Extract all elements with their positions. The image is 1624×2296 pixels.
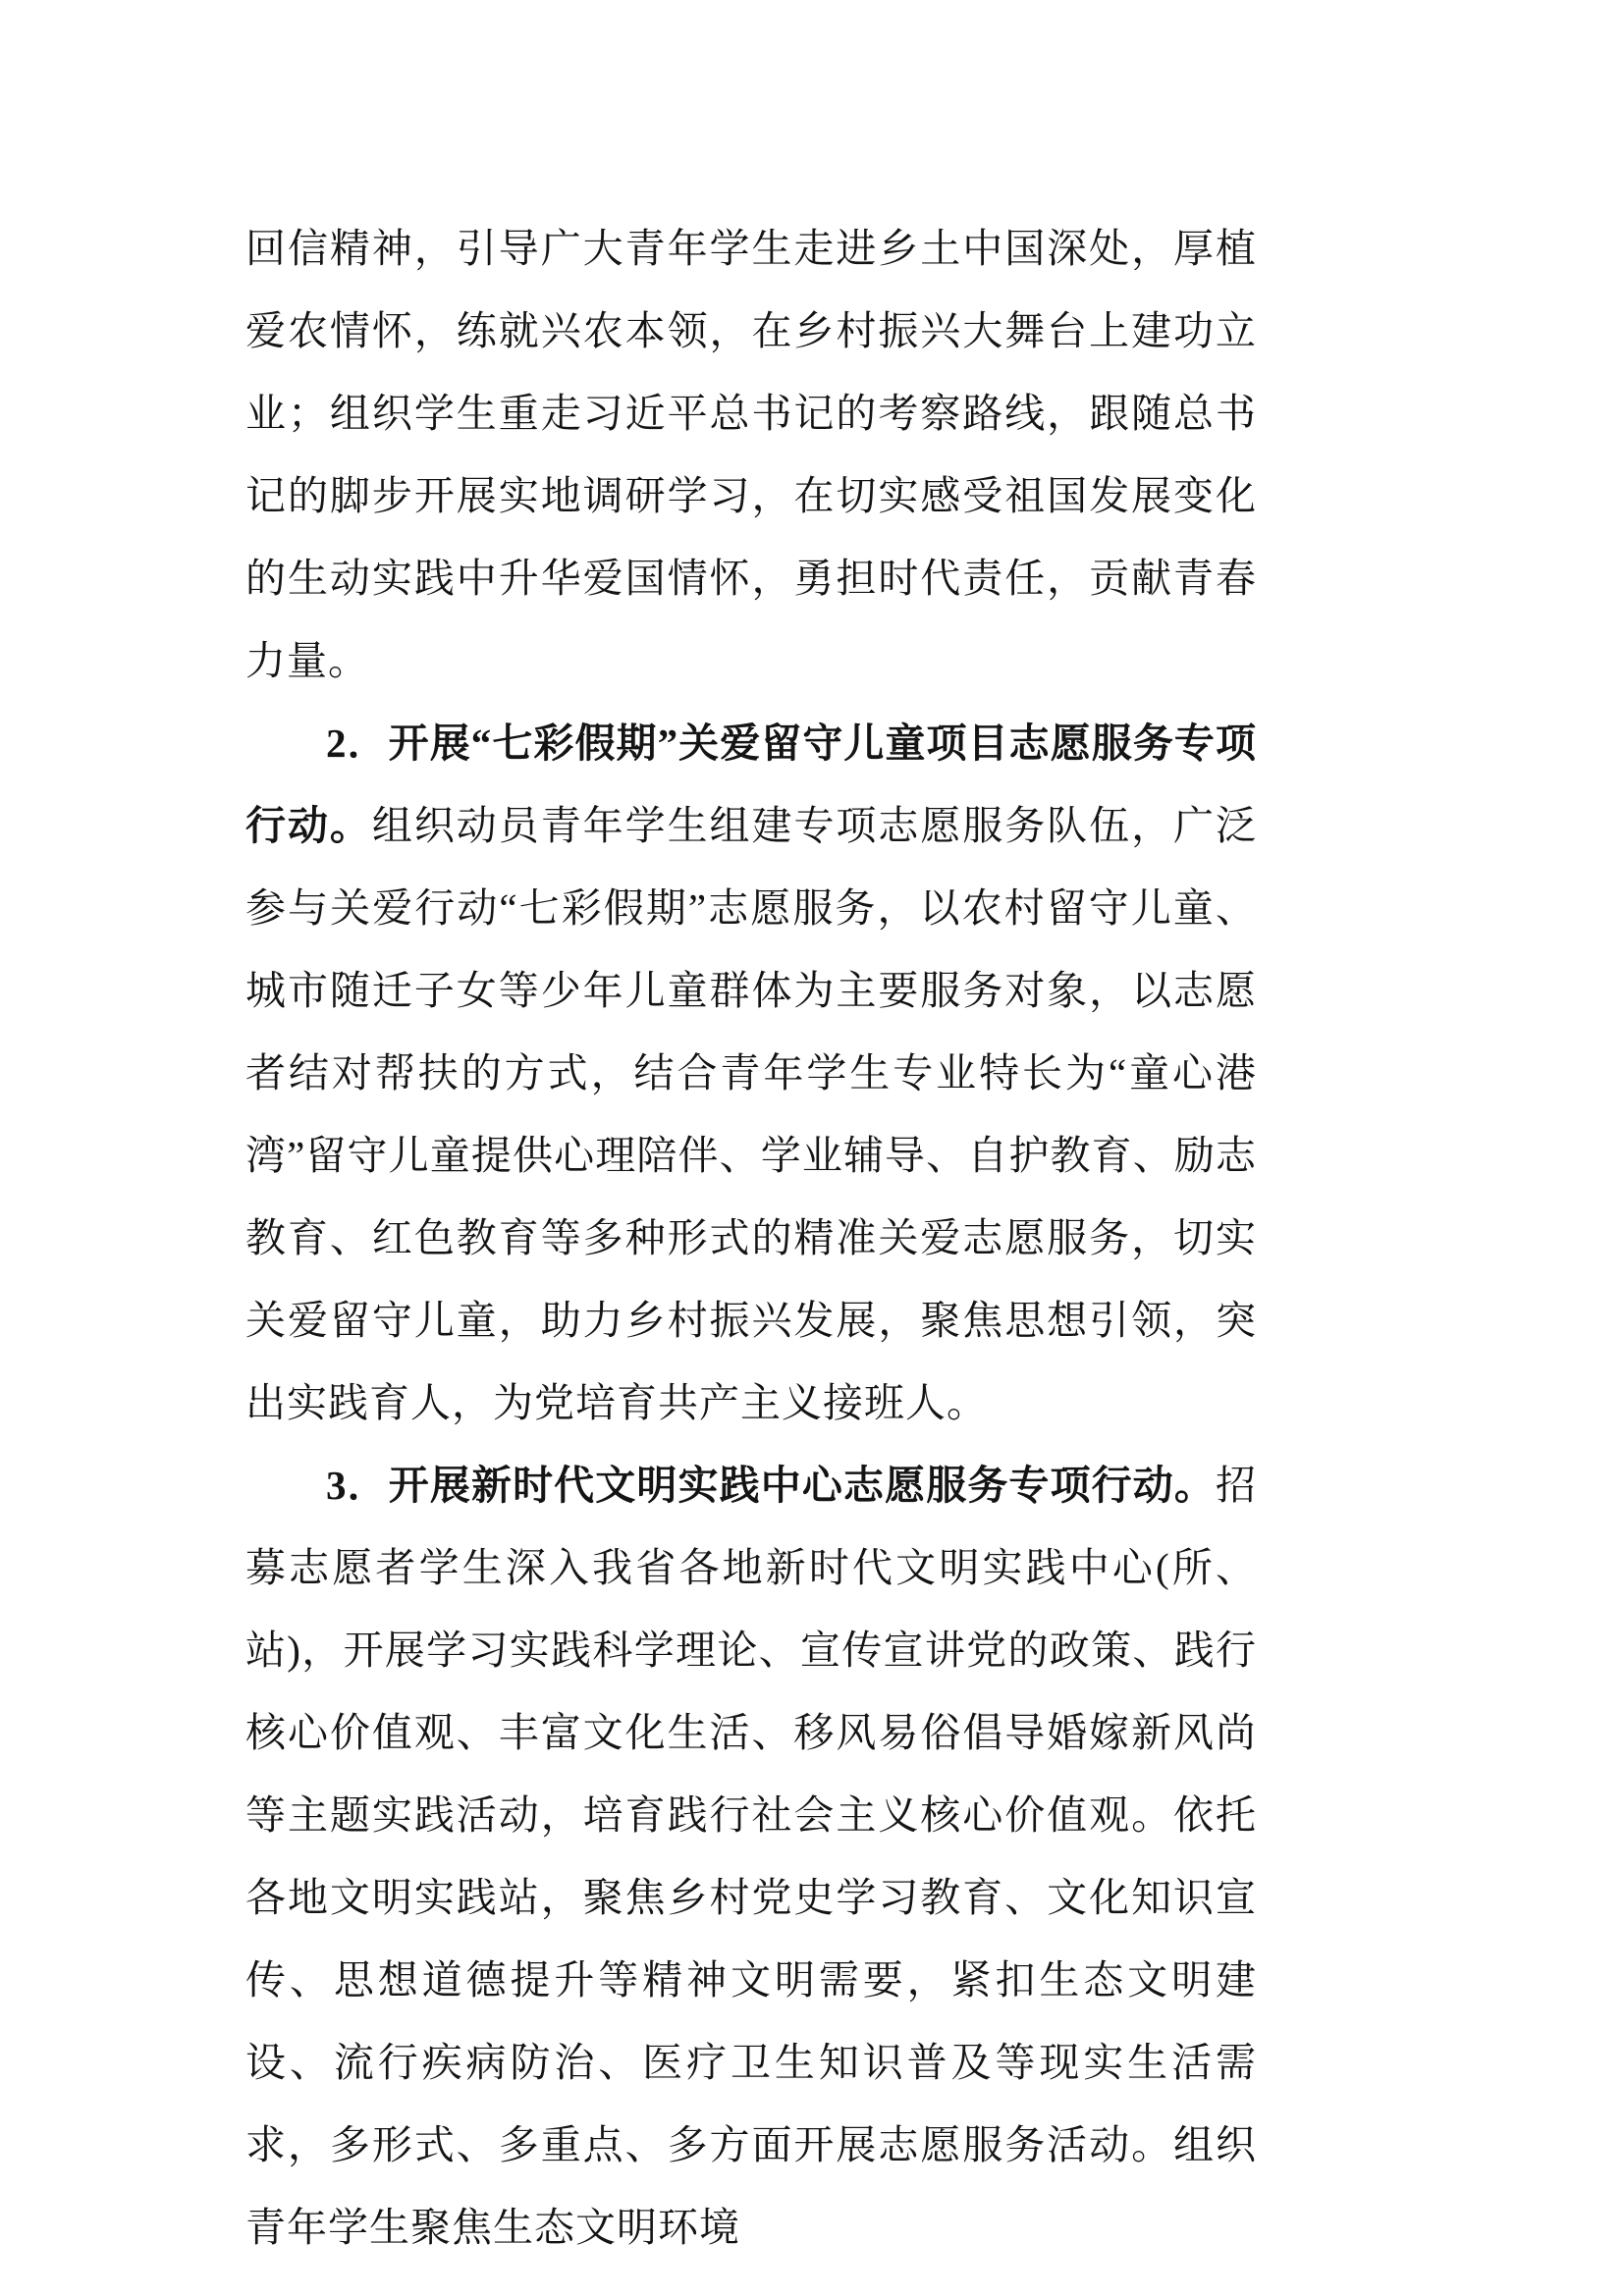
document-body bbox=[245, 207, 1257, 2269]
paragraph-item-3-body: 招募志愿者学生深入我省各地新时代文明实践中心(所、站)，开展学习实践科学理论、宣传宣讲党的政策、践行核心价值观、丰富文化生活、移风易俗倡导婚嫁新风尚等主题实践活动，培育践行社会主义核心价值观。依托各地文明实践站，聚焦乡村党史学习教育、文化知识宣传、思想道德提升等精神文明需要，紧扣生态文明建设、流行疾病防治、医疗卫生知识普及等现实生活需求，多形式、多重点、多方面开展志愿服务活动。组织青年学生聚焦生态文明环境 bbox=[245, 1463, 1257, 2250]
paragraph-continuation bbox=[245, 207, 1257, 702]
paragraph-item-3-lead: 3．开展新时代文明实践中心志愿服务专项行动。 bbox=[326, 1463, 1216, 1508]
paragraph-item-2-lead: 2．开展“七彩假期”关爱留守儿童项目志愿服务专项行动。 bbox=[245, 721, 1257, 848]
paragraph-continuation-text: 回信精神，引导广大青年学生走进乡土中国深处，厚植爱农情怀，练就兴农本领，在乡村振兴大舞台上建功立业；组织学生重走习近平总书记的考察路线，跟随总书记的脚步开展实地调研学习，在切实感受祖国发展变化的生动实践中升华爱国情怀，勇担时代责任，贡献青春力量。 bbox=[245, 226, 1257, 683]
paragraph-item-2-body: 组织动员青年学生组建专项志愿服务队伍，广泛参与关爱行动“七彩假期”志愿服务，以农村留守儿童、城市随迁子女等少年儿童群体为主要服务对象，以志愿者结对帮扶的方式，结合青年学生专业特长为“童心港湾”留守儿童提供心理陪伴、学业辅导、自护教育、励志教育、红色教育等多种形式的精准关爱志愿服务，切实关爱留守儿童，助力乡村振兴发展，聚焦思想引领，突出实践育人，为党培育共产主义接班人。 bbox=[245, 803, 1258, 1425]
paragraph-item-3 bbox=[245, 1444, 1257, 2269]
paragraph-item-2 bbox=[245, 702, 1257, 1444]
